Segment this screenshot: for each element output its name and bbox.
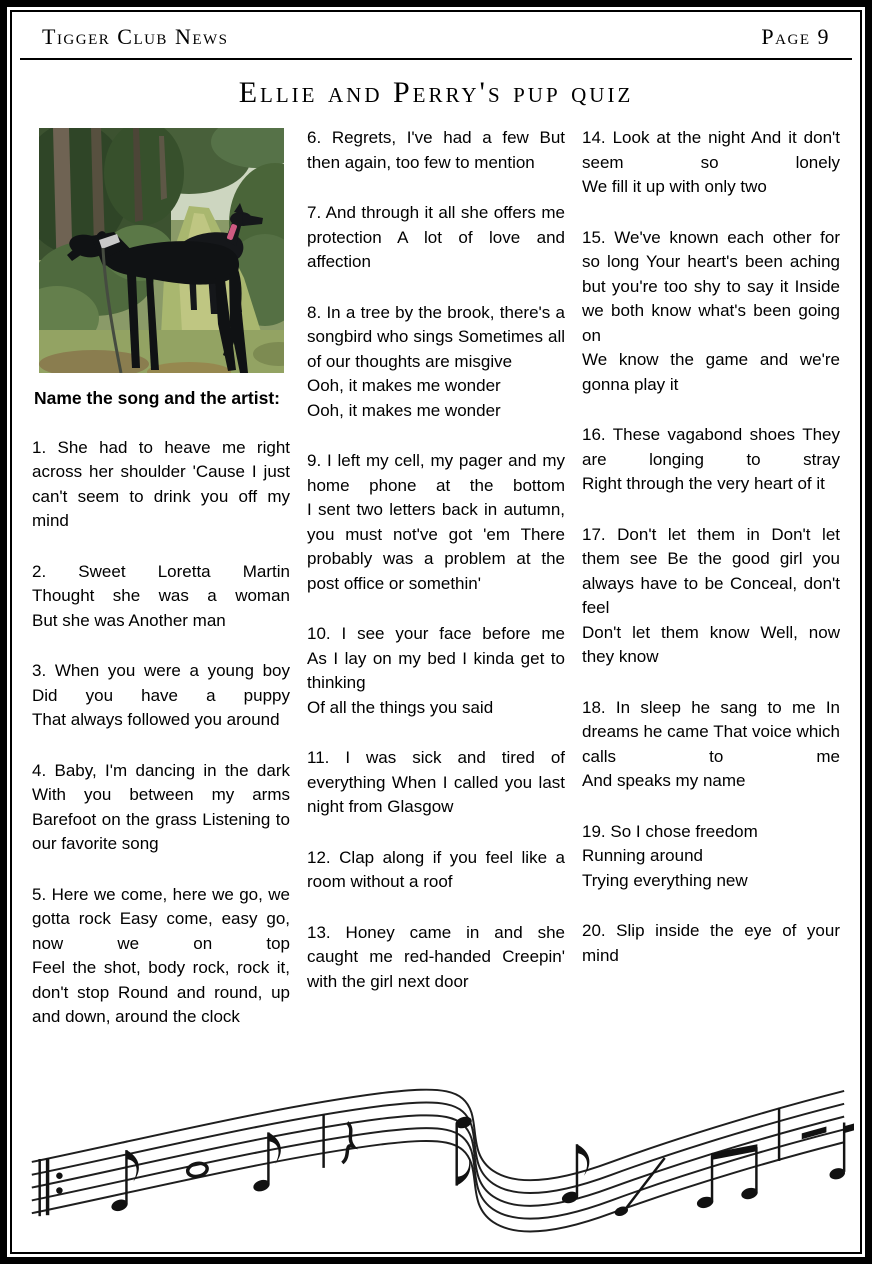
quiz-question [307,846,565,895]
lyric-line: 7. And through it all she offers me protection A lot of love and affection [307,203,565,271]
lyric-line: We know the game and we're gonna play it [582,350,840,394]
quiz-question [582,696,840,794]
quiz-question [307,301,565,424]
lyric-line: 2. Sweet Loretta Martin [32,561,290,581]
music-staff-decoration [12,1070,860,1252]
quiz-question [582,126,840,200]
lyric-line: As I lay on my bed I kinda get to thinking [307,648,565,692]
newsletter-title: Tigger Club News [42,24,229,49]
quiz-column [307,126,565,994]
lyric-line: 13. Honey came in and she caught me red-handed Creepin' with the girl next door [307,922,565,991]
lyric-line: Did you have a puppy [32,685,290,705]
lyric-line: I sent two letters back in autumn, you must not've got 'em There probably was a problem at the post office or somethin' [307,500,565,593]
lyric-line: 16. These vagabond shoes They are longing to stray [582,425,840,469]
lyric-line: Barefoot on the grass Listening to our favorite song [32,809,290,853]
lyric-line: 5. Here we come, here we go, we gotta rock Easy come, easy go, now we on top [32,884,290,953]
lyric-line: 17. Don't let them in Don't let them see Be the good girl you always have to be Conceal, don't feel [582,524,840,617]
lyric-line: 9. I left my cell, my pager and my home phone at the bottom [307,451,565,495]
lyric-line: We fill it up with only two [582,177,767,196]
page-header [20,12,852,60]
music-notes-icon [18,1070,854,1248]
lyric-line: 1. She had to heave me right across her shoulder 'Cause I just can't seem to drink you off my mind [32,437,290,530]
lyric-line: 3. When you were a young boy [32,661,290,680]
lyric-line: Thought she was a woman [32,586,290,605]
dogs-photo [39,128,284,373]
lyric-line: Trying everything new [582,870,748,890]
lyric-line: And speaks my name [582,771,746,790]
lyric-line: 12. Clap along if you feel like a room without a roof [307,847,565,891]
column-2 [307,126,565,994]
lyric-line: Ooh, it makes me wonder [307,376,501,395]
lyric-line: 8. In a tree by the brook, there's a songbird who sings Sometimes all of our thoughts are misgive [307,302,565,371]
quiz-column [582,126,840,968]
quiz-question [307,622,565,720]
quiz-question [582,423,840,497]
article-columns [12,120,860,1070]
quiz-question [582,820,840,894]
staff-notes [40,1108,854,1218]
quiz-instruction: Name the song and the artist: [34,388,281,408]
quiz-question [307,449,565,596]
lyric-line: But she was Another man [32,610,226,630]
page-content [10,10,862,1254]
lyric-line: 14. Look at the night And it don't seem so lonely [582,128,840,172]
lyric-line: Right through the very heart of it [582,474,825,493]
quiz-question [32,659,290,733]
lyric-line: 6. Regrets, I've had a few But then again, too few to mention [307,128,565,172]
lyric-line: That always followed you around [32,710,280,729]
lyric-line: 20. Slip inside the eye of your mind [582,921,840,965]
lyric-line: Ooh, it makes me wonder [307,400,501,420]
page-frame-gap [7,7,865,1257]
quiz-question [307,921,565,995]
lyric-line: 15. We've known each other for so long Your heart's been aching but you're too shy to say it Inside we both know what's been going on [582,227,840,345]
lyric-line: 19. So I chose freedom [582,821,758,841]
quiz-column [32,436,290,1030]
lyric-line: Running around [582,846,703,865]
quiz-question [582,226,840,398]
column-1 [32,126,290,1030]
quiz-question [582,919,840,968]
quiz-question [32,883,290,1030]
quiz-question [582,523,840,670]
lyric-line: Feel the shot, body rock, rock it, don't stop Round and round, up and down, around the clock [32,958,290,1026]
page-number: Page 9 [761,24,830,49]
quiz-question [32,759,290,857]
quiz-question [307,126,565,175]
quiz-question [32,436,290,534]
article-title: Ellie and Perry's pup quiz [238,76,634,109]
quiz-question [32,560,290,634]
lyric-line: 18. In sleep he sang to me In dreams he came That voice which calls to me [582,697,840,766]
lyric-line: Don't let them know Well, now they know [582,622,840,666]
quiz-question [307,746,565,820]
lyric-line: 10. I see your face before me [307,624,565,643]
lyric-line: Of all the things you said [307,697,494,717]
staff-lines [32,1090,844,1232]
lyric-line: 11. I was sick and tired of everything When I called you last night from Glasgow [307,748,565,816]
column-3 [582,126,840,968]
lyric-line: With you between my arms [32,785,290,804]
quiz-question [307,201,565,275]
lyric-line: 4. Baby, I'm dancing in the dark [32,760,290,780]
